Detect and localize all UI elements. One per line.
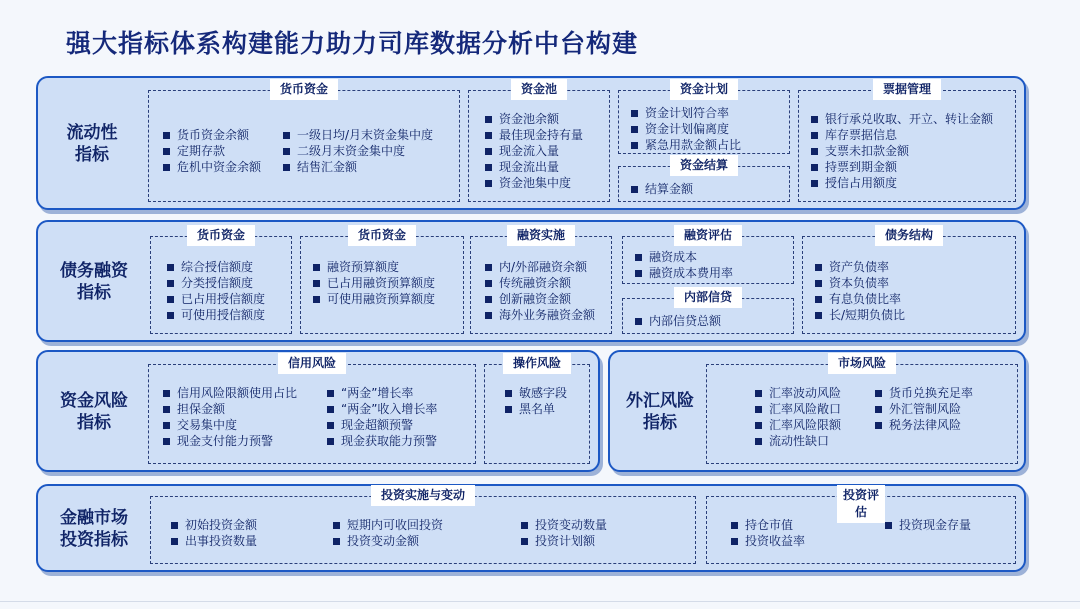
list-item: 内/外部融资余额	[485, 259, 595, 275]
square-bullet-icon	[631, 126, 638, 133]
list-item: 汇率风险敞口	[755, 401, 841, 417]
item-list	[163, 127, 261, 175]
square-bullet-icon	[875, 422, 882, 429]
square-bullet-icon	[631, 186, 638, 193]
square-bullet-icon	[163, 148, 170, 155]
group-title: 资金结算	[670, 155, 738, 176]
debt-financing-row	[36, 220, 1026, 342]
square-bullet-icon	[731, 538, 738, 545]
group-title: 内部信贷	[674, 287, 742, 308]
row-label-text: 外汇风险 指标	[626, 391, 694, 433]
item-list	[885, 517, 971, 533]
square-bullet-icon	[171, 538, 178, 545]
item-list	[167, 259, 265, 323]
item-list	[635, 313, 721, 329]
group-funds-settlement	[618, 158, 790, 202]
list-item: 资金计划符合率	[631, 105, 741, 121]
item-list	[521, 517, 607, 549]
square-bullet-icon	[485, 280, 492, 287]
list-item: 一级日均/月末资金集中度	[283, 127, 433, 143]
item-list	[333, 517, 443, 549]
list-item: 投资收益率	[731, 533, 805, 549]
square-bullet-icon	[485, 296, 492, 303]
list-item: 可使用融资预算额度	[313, 291, 435, 307]
group-title: 货币资金	[348, 225, 416, 246]
list-item: 综合授信额度	[167, 259, 265, 275]
list-item: 授信占用额度	[811, 175, 993, 191]
list-item: 现金支付能力预警	[163, 433, 297, 449]
square-bullet-icon	[283, 132, 290, 139]
list-item: 分类授信额度	[167, 275, 265, 291]
square-bullet-icon	[313, 280, 320, 287]
row-label-text: 金融市场 投资指标	[60, 508, 128, 550]
group-title: 货币资金	[270, 79, 338, 100]
group-title: 操作风险	[503, 353, 571, 374]
list-item: 已占用授信额度	[167, 291, 265, 307]
group-title: 融资实施	[507, 225, 575, 246]
list-item: 内部信贷总额	[635, 313, 721, 329]
item-list	[631, 105, 741, 153]
list-item: 紧急用款金额占比	[631, 137, 741, 153]
item-list	[875, 385, 973, 433]
group-financing-assessment	[622, 228, 794, 284]
square-bullet-icon	[755, 438, 762, 445]
group-title: 资金计划	[670, 79, 738, 100]
square-bullet-icon	[811, 132, 818, 139]
list-item: 初始投资金额	[171, 517, 257, 533]
item-list	[635, 249, 733, 281]
item-list	[171, 517, 257, 549]
group-title: 投资评估	[837, 485, 885, 523]
group-title: 融资评估	[674, 225, 742, 246]
list-item: 税务法律风险	[875, 417, 973, 433]
group-title: 市场风险	[828, 353, 896, 374]
list-item: 担保金额	[163, 401, 297, 417]
square-bullet-icon	[885, 522, 892, 529]
row-label-text: 债务融资 指标	[60, 261, 128, 303]
group-title: 投资实施与变动	[371, 485, 475, 506]
square-bullet-icon	[485, 148, 492, 155]
group-title: 信用风险	[278, 353, 346, 374]
square-bullet-icon	[485, 164, 492, 171]
square-bullet-icon	[327, 406, 334, 413]
group-credit-lines	[150, 228, 292, 334]
item-list	[485, 111, 583, 191]
group-debt-structure	[802, 228, 1016, 334]
square-bullet-icon	[635, 318, 642, 325]
list-item: “两金”增长率	[327, 385, 437, 401]
square-bullet-icon	[167, 296, 174, 303]
list-item: 短期内可收回投资	[333, 517, 443, 533]
list-item: 资本负债率	[815, 275, 905, 291]
list-item: “两金”收入增长率	[327, 401, 437, 417]
square-bullet-icon	[167, 264, 174, 271]
list-item: 结售汇金额	[283, 159, 433, 175]
item-list	[163, 385, 297, 449]
list-item: 现金流出量	[485, 159, 583, 175]
square-bullet-icon	[327, 438, 334, 445]
row-label-text: 资金风险 指标	[60, 391, 128, 433]
square-bullet-icon	[505, 406, 512, 413]
group-cash-pool	[468, 82, 610, 202]
square-bullet-icon	[163, 390, 170, 397]
list-item: 货币兑换充足率	[875, 385, 973, 401]
list-item: 最佳现金持有量	[485, 127, 583, 143]
square-bullet-icon	[815, 280, 822, 287]
list-item: 货币资金余额	[163, 127, 261, 143]
funds-risk-row-label	[48, 390, 140, 434]
square-bullet-icon	[815, 312, 822, 319]
group-operational-risk	[484, 356, 590, 464]
group-internal-credit	[622, 290, 794, 334]
square-bullet-icon	[333, 538, 340, 545]
item-list	[815, 259, 905, 323]
square-bullet-icon	[755, 406, 762, 413]
list-item: 投资计划额	[521, 533, 607, 549]
square-bullet-icon	[167, 280, 174, 287]
square-bullet-icon	[167, 312, 174, 319]
square-bullet-icon	[485, 264, 492, 271]
square-bullet-icon	[755, 422, 762, 429]
list-item: 敏感字段	[505, 385, 567, 401]
investment-row-label	[48, 507, 140, 551]
square-bullet-icon	[485, 116, 492, 123]
fx-risk-row-label	[616, 390, 704, 434]
square-bullet-icon	[327, 422, 334, 429]
list-item: 银行承兑收取、开立、转让金额	[811, 111, 993, 127]
square-bullet-icon	[635, 270, 642, 277]
list-item: 交易集中度	[163, 417, 297, 433]
list-item: 现金流入量	[485, 143, 583, 159]
square-bullet-icon	[333, 522, 340, 529]
square-bullet-icon	[163, 422, 170, 429]
list-item: 现金获取能力预警	[327, 433, 437, 449]
group-funds-plan	[618, 82, 790, 154]
square-bullet-icon	[631, 142, 638, 149]
square-bullet-icon	[171, 522, 178, 529]
square-bullet-icon	[811, 164, 818, 171]
list-item: 流动性缺口	[755, 433, 841, 449]
list-item: 创新融资金额	[485, 291, 595, 307]
liquidity-row	[36, 76, 1026, 210]
list-item: 融资预算额度	[313, 259, 435, 275]
item-list	[485, 259, 595, 323]
item-list	[505, 385, 567, 417]
list-item: 汇率波动风险	[755, 385, 841, 401]
item-list	[811, 111, 993, 191]
list-item: 出事投资数量	[171, 533, 257, 549]
list-item: 有息负债比率	[815, 291, 905, 307]
page-title: 强大指标体系构建能力助力司库数据分析中台构建	[66, 29, 639, 58]
item-list	[631, 181, 693, 197]
list-item: 资产负债率	[815, 259, 905, 275]
square-bullet-icon	[755, 390, 762, 397]
group-investment-evaluation	[706, 488, 1016, 564]
square-bullet-icon	[811, 180, 818, 187]
list-item: 外汇管制风险	[875, 401, 973, 417]
list-item: 资金池余额	[485, 111, 583, 127]
group-title: 资金池	[511, 79, 567, 100]
debt-financing-row-label	[48, 260, 140, 304]
list-item: 黑名单	[505, 401, 567, 417]
square-bullet-icon	[283, 148, 290, 155]
square-bullet-icon	[313, 296, 320, 303]
item-list	[731, 517, 805, 549]
fx-risk-row	[608, 350, 1026, 472]
group-title: 货币资金	[187, 225, 255, 246]
square-bullet-icon	[521, 538, 528, 545]
square-bullet-icon	[875, 406, 882, 413]
item-list	[283, 127, 433, 175]
list-item: 融资成本	[635, 249, 733, 265]
group-credit-risk	[148, 356, 476, 464]
list-item: 融资成本费用率	[635, 265, 733, 281]
bottom-divider	[0, 601, 1080, 602]
list-item: 投资变动数量	[521, 517, 607, 533]
square-bullet-icon	[635, 254, 642, 261]
list-item: 汇率风险限额	[755, 417, 841, 433]
item-list	[327, 385, 437, 449]
list-item: 危机中资金余额	[163, 159, 261, 175]
square-bullet-icon	[163, 438, 170, 445]
list-item: 已占用融资预算额度	[313, 275, 435, 291]
liquidity-row-label	[52, 122, 132, 166]
investment-row	[36, 484, 1026, 572]
list-item: 定期存款	[163, 143, 261, 159]
square-bullet-icon	[283, 164, 290, 171]
list-item: 二级月末资金集中度	[283, 143, 433, 159]
group-title: 票据管理	[873, 79, 941, 100]
group-financing-budget	[300, 228, 464, 334]
group-bill-management	[798, 82, 1016, 202]
square-bullet-icon	[313, 264, 320, 271]
square-bullet-icon	[811, 116, 818, 123]
square-bullet-icon	[485, 180, 492, 187]
square-bullet-icon	[631, 110, 638, 117]
list-item: 投资变动金额	[333, 533, 443, 549]
square-bullet-icon	[731, 522, 738, 529]
group-title: 债务结构	[875, 225, 943, 246]
square-bullet-icon	[521, 522, 528, 529]
funds-risk-row	[36, 350, 600, 472]
square-bullet-icon	[485, 312, 492, 319]
group-financing-implementation	[470, 228, 612, 334]
square-bullet-icon	[815, 296, 822, 303]
list-item: 支票未扣款金额	[811, 143, 993, 159]
square-bullet-icon	[327, 390, 334, 397]
item-list	[755, 385, 841, 449]
square-bullet-icon	[815, 264, 822, 271]
list-item: 海外业务融资金额	[485, 307, 595, 323]
list-item: 结算金额	[631, 181, 693, 197]
group-currency-funds	[148, 82, 460, 202]
list-item: 持仓市值	[731, 517, 805, 533]
list-item: 传统融资余额	[485, 275, 595, 291]
list-item: 资金计划偏离度	[631, 121, 741, 137]
row-label-text: 流动性 指标	[66, 123, 118, 165]
square-bullet-icon	[163, 406, 170, 413]
item-list	[313, 259, 435, 307]
square-bullet-icon	[163, 164, 170, 171]
list-item: 资金池集中度	[485, 175, 583, 191]
square-bullet-icon	[505, 390, 512, 397]
list-item: 现金超额预警	[327, 417, 437, 433]
list-item: 可使用授信额度	[167, 307, 265, 323]
list-item: 长/短期负债比	[815, 307, 905, 323]
list-item: 信用风险限额使用占比	[163, 385, 297, 401]
square-bullet-icon	[485, 132, 492, 139]
square-bullet-icon	[163, 132, 170, 139]
group-market-risk	[706, 356, 1018, 464]
list-item: 持票到期金额	[811, 159, 993, 175]
list-item: 投资现金存量	[885, 517, 971, 533]
list-item: 库存票据信息	[811, 127, 993, 143]
square-bullet-icon	[811, 148, 818, 155]
square-bullet-icon	[875, 390, 882, 397]
group-investment-implementation	[150, 488, 696, 564]
